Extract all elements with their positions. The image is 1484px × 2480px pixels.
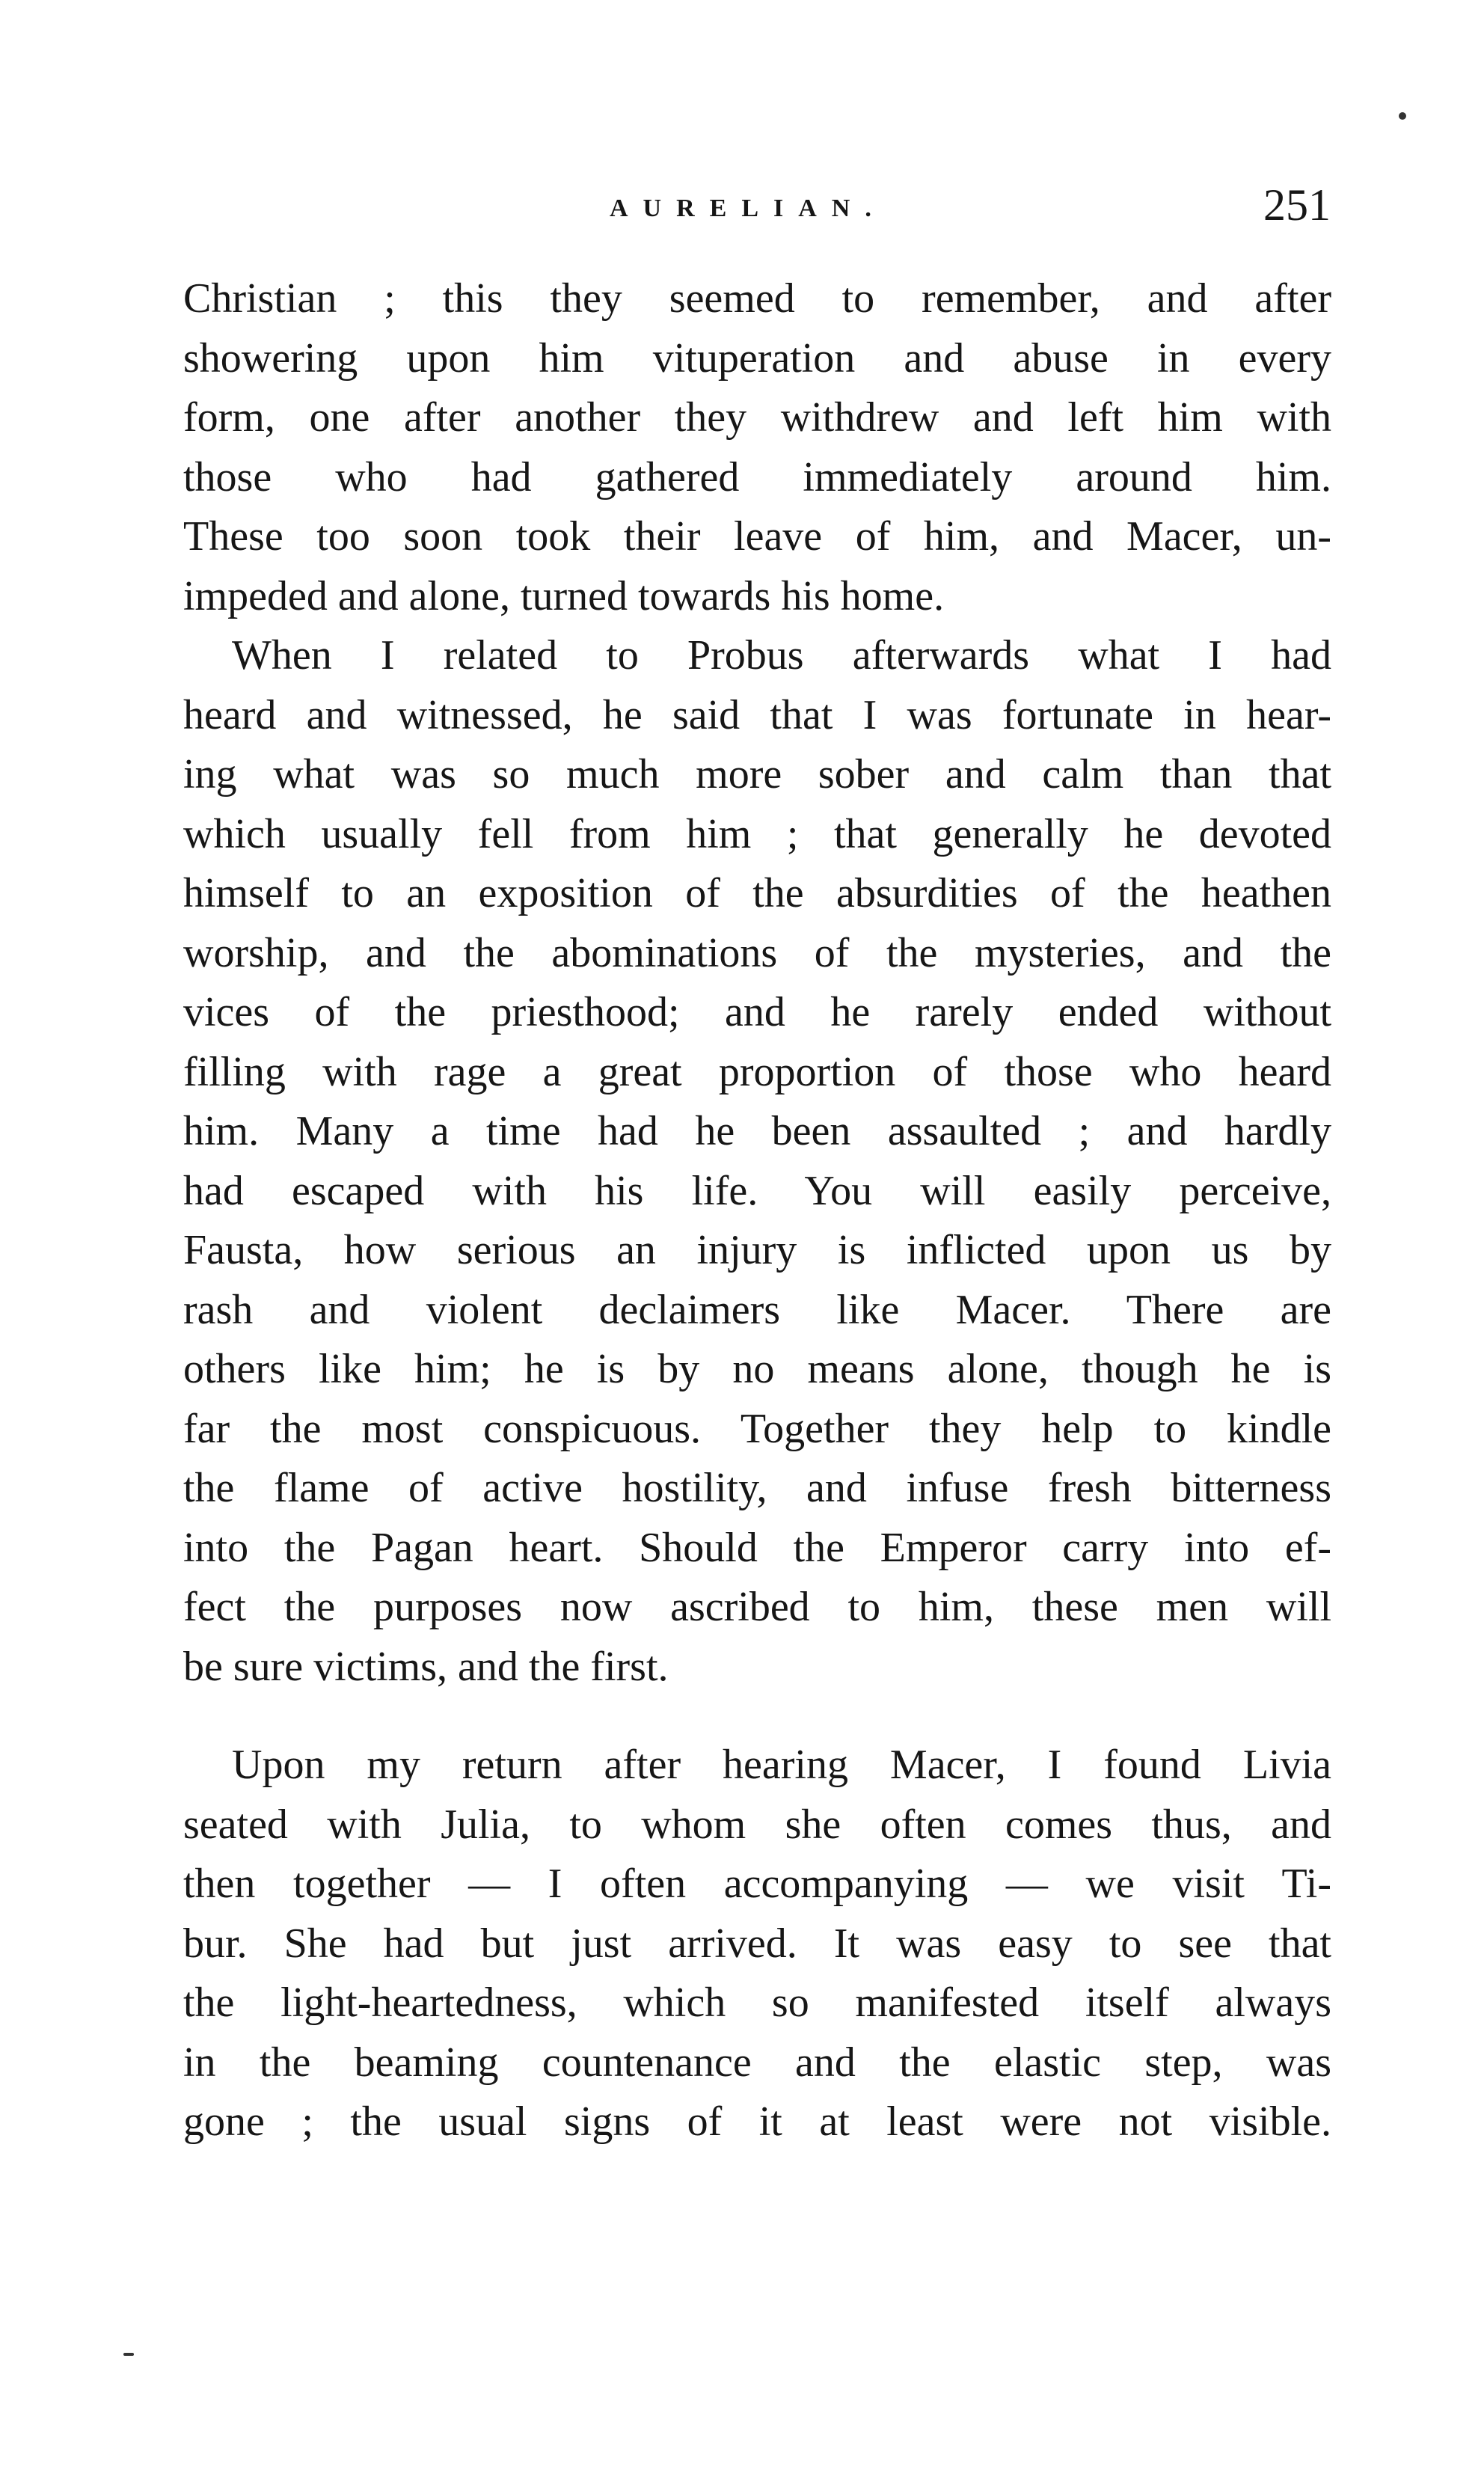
text-line: Christian ; this they seemed to remember, and after <box>183 275 1331 322</box>
text-line: had escaped with his life. You will easily perceive, <box>183 1167 1331 1214</box>
text-line: those who had gathered immediately around him. <box>183 453 1331 500</box>
paragraph-2 <box>183 626 1331 1697</box>
text-line: far the most conspicuous. Together they help to kindle <box>183 1405 1331 1452</box>
body-text <box>183 269 1331 2152</box>
text-line: then together — I often accompanying — we visit Ti- <box>183 1861 1331 1907</box>
text-line: form, one after another they withdrew and left him with <box>183 394 1331 441</box>
text-line: rash and violent declaimers like Macer. There are <box>183 1286 1331 1333</box>
scan-speck <box>123 2353 134 2356</box>
text-line: vices of the priesthood; and he rarely ended without <box>183 989 1331 1035</box>
section-gap <box>183 1697 1331 1736</box>
text-line: others like him; he is by no means alone, though he is <box>183 1346 1331 1392</box>
text-line: ing what was so much more sober and calm than that <box>183 751 1331 797</box>
text-line: himself to an exposition of the absurdities of the heathen <box>183 870 1331 916</box>
running-head <box>0 180 1484 239</box>
paragraph-1 <box>183 269 1331 626</box>
scan-speck <box>1399 112 1406 120</box>
text-line: Upon my return after hearing Macer, I found Livia <box>232 1742 1331 1788</box>
text-line: the flame of active hostility, and infuse fresh bitterness <box>183 1465 1331 1511</box>
text-line: him. Many a time had he been assaulted ; and hardly <box>183 1108 1331 1154</box>
page-number: 251 <box>1263 180 1331 230</box>
text-line: impeded and alone, turned towards his home. <box>183 572 945 619</box>
text-line: the light-heartedness, which so manifested itself always <box>183 1980 1331 2026</box>
text-line: fect the purposes now ascribed to him, these men will <box>183 1584 1331 1630</box>
text-line: heard and witnessed, he said that I was fortunate in hear- <box>183 691 1331 738</box>
text-line: showering upon him vituperation and abuse in every <box>183 334 1331 382</box>
text-line: These too soon took their leave of him, and Macer, un- <box>183 513 1331 560</box>
text-line: gone ; the usual signs of it at least were not visible. <box>183 2098 1331 2145</box>
text-line: seated with Julia, to whom she often comes thus, and <box>183 1801 1331 1848</box>
text-line: bur. She had but just arrived. It was easy to see that <box>183 1920 1331 1967</box>
text-line: worship, and the abominations of the mysteries, and the <box>183 929 1331 976</box>
text-line: into the Pagan heart. Should the Emperor carry into ef- <box>183 1524 1331 1571</box>
text-line: Fausta, how serious an injury is inflicted upon us by <box>183 1227 1331 1273</box>
text-line: in the beaming countenance and the elastic step, was <box>183 2039 1331 2086</box>
text-line: filling with rage a great proportion of those who heard <box>183 1048 1331 1095</box>
paragraph-3 <box>183 1736 1331 2152</box>
text-line: When I related to Probus afterwards what I had <box>232 632 1331 679</box>
text-line: be sure victims, and the first. <box>183 1643 669 1690</box>
text-line: which usually fell from him ; that generally he devoted <box>183 810 1331 857</box>
running-title: AURELIAN. <box>610 195 886 222</box>
